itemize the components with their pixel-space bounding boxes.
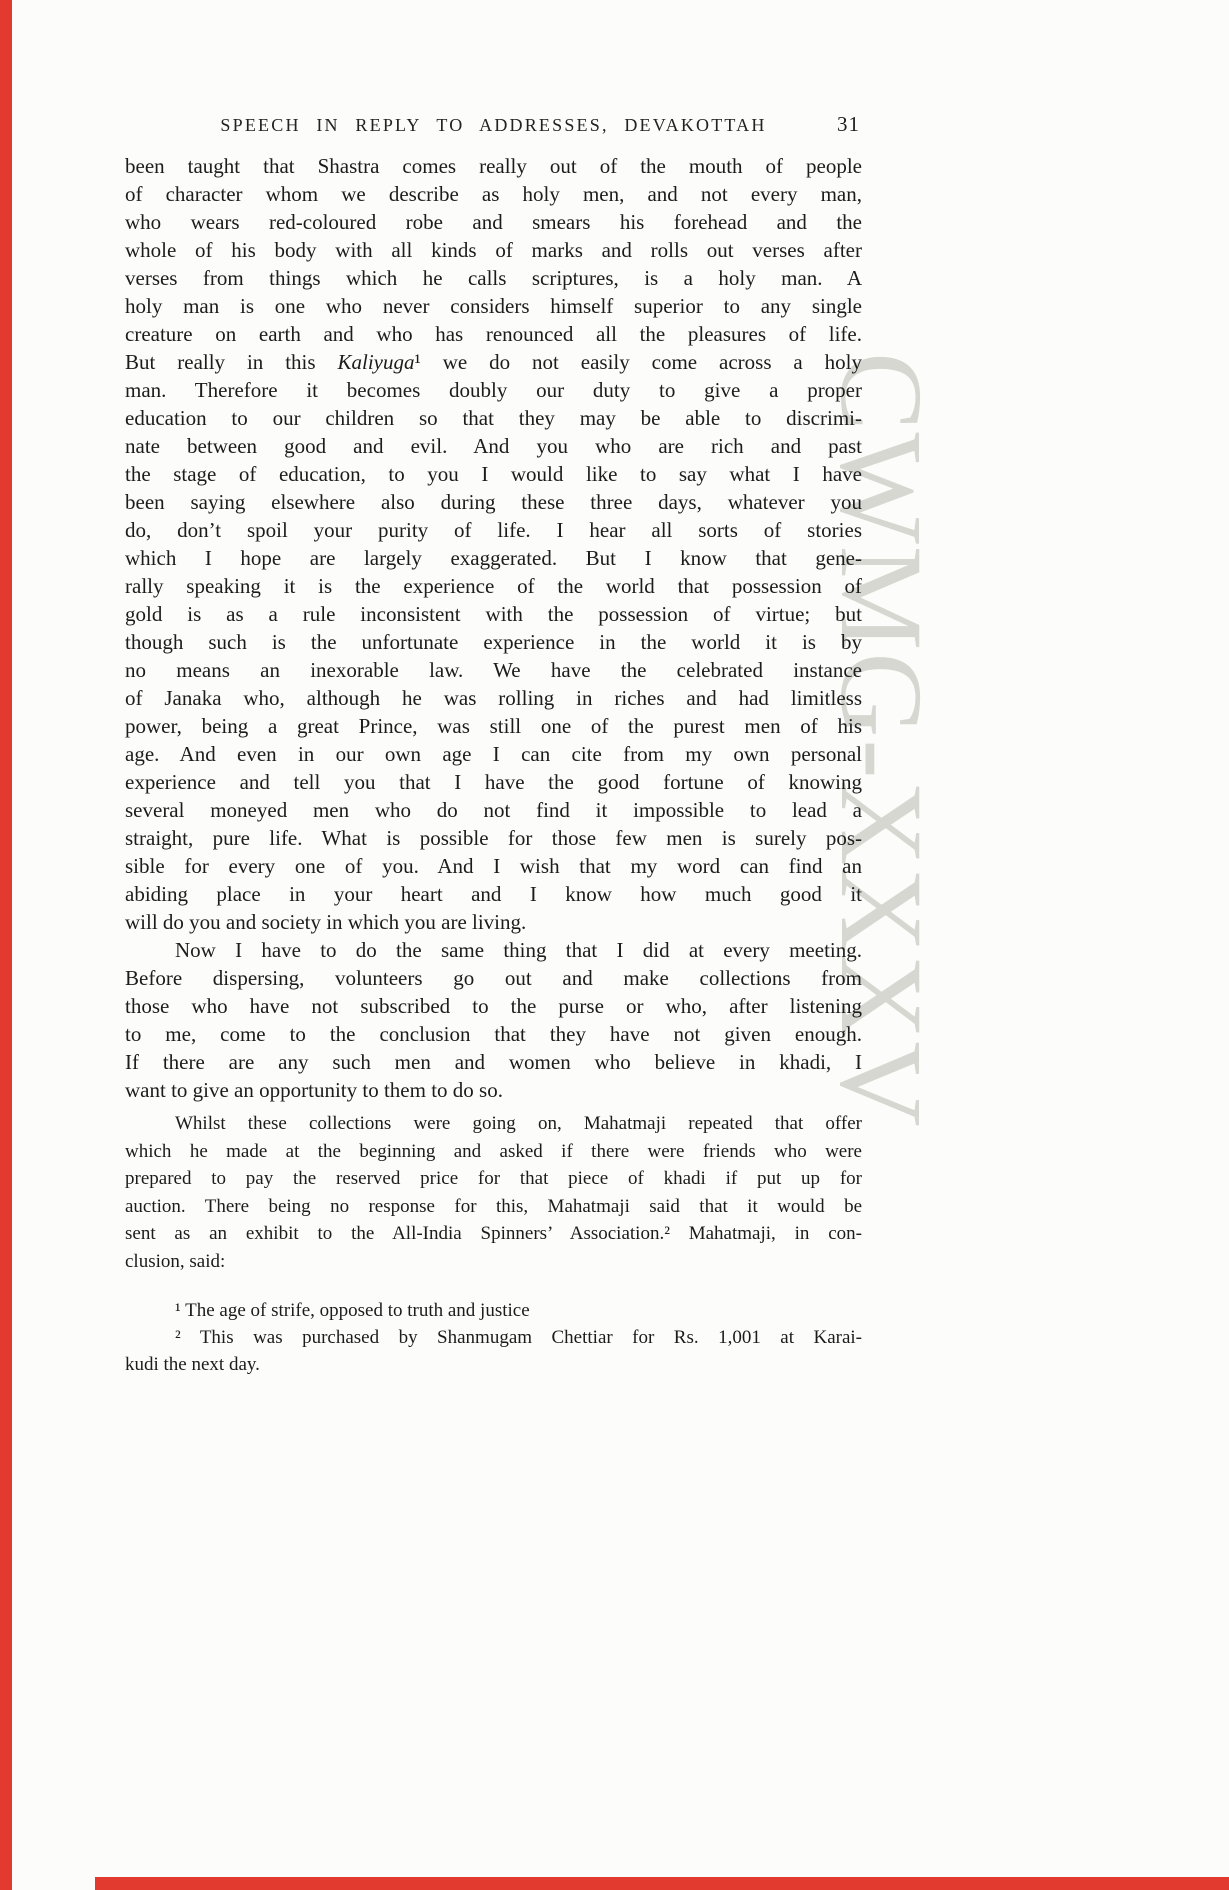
volume-watermark: CWMG-XXXV bbox=[816, 352, 947, 1129]
text-line: no means an inexorable law. We have the celebrated instance bbox=[125, 658, 862, 682]
text-line: of Janaka who, although he was rolling in riches and had limitless bbox=[125, 686, 862, 710]
text-line: do, don’t spoil your purity of life. I hear all sorts of stories bbox=[125, 518, 862, 542]
text-line: several moneyed men who do not find it impossible to lead a bbox=[125, 798, 862, 822]
text-line: to me, come to the conclusion that they have not given enough. bbox=[125, 1022, 862, 1046]
text-line: whole of his body with all kinds of marks and rolls out verses after bbox=[125, 238, 862, 262]
text-line: want to give an opportunity to them to do so. bbox=[125, 1078, 503, 1102]
body-paragraph-1 bbox=[125, 152, 862, 936]
text-line: If there are any such men and women who believe in khadi, I bbox=[125, 1050, 862, 1074]
text-line: verses from things which he calls scriptures, is a holy man. A bbox=[125, 266, 862, 290]
text-line: will do you and society in which you are living. bbox=[125, 910, 527, 934]
text-line: been taught that Shastra comes really out of the mouth of people bbox=[125, 154, 862, 178]
text-line: kudi the next day. bbox=[125, 1354, 260, 1375]
text-line: power, being a great Prince, was still one of the purest men of his bbox=[125, 714, 862, 738]
text-line: which he made at the beginning and asked if there were friends who were bbox=[125, 1140, 862, 1162]
text-line: abiding place in your heart and I know how much good it bbox=[125, 882, 862, 906]
page-content bbox=[125, 112, 862, 1378]
text-line: ² This was purchased by Shanmugam Chettiar for Rs. 1,001 at Karai- bbox=[175, 1327, 862, 1348]
footnote-2 bbox=[125, 1324, 862, 1378]
text-line: sent as an exhibit to the All-India Spinners’ Association.² Mahatmaji, in con- bbox=[125, 1223, 862, 1244]
text-line: Whilst these collections were going on, Mahatmaji repeated that offer bbox=[175, 1113, 862, 1134]
text-line: education to our children so that they may be able to discrimi- bbox=[125, 406, 862, 430]
text-line: gold is as a rule inconsistent with the possession of virtue; but bbox=[125, 602, 862, 626]
text-line: creature on earth and who has renounced all the pleasures of life. bbox=[125, 322, 862, 346]
text-line: of character whom we describe as holy men, and not every man, bbox=[125, 182, 862, 206]
text-line: Before dispersing, volunteers go out and make collections from bbox=[125, 966, 862, 990]
text-line: experience and tell you that I have the good fortune of knowing bbox=[125, 770, 862, 794]
text-line: But really in this Kaliyuga¹ we do not easily come across a holy bbox=[125, 350, 862, 374]
text-line: holy man is one who never considers himself superior to any single bbox=[125, 294, 862, 318]
footnote-1 bbox=[125, 1297, 862, 1324]
text-line: ¹ The age of strife, opposed to truth and justice bbox=[175, 1300, 530, 1321]
text-line: clusion, said: bbox=[125, 1250, 226, 1272]
text-line: though such is the unfortunate experience in the world it is by bbox=[125, 630, 862, 654]
text-line: age. And even in our own age I can cite from my own personal bbox=[125, 742, 862, 766]
text-line: prepared to pay the reserved price for that piece of khadi if put up for bbox=[125, 1168, 862, 1189]
text-line: nate between good and evil. And you who are rich and past bbox=[125, 434, 862, 458]
body-content bbox=[125, 152, 862, 1275]
body-paragraph-2 bbox=[125, 936, 862, 1104]
page-header bbox=[125, 112, 862, 152]
report-paragraph bbox=[125, 1110, 862, 1275]
text-line: Now I have to do the same thing that I did at every meeting. bbox=[175, 938, 862, 962]
text-line: rally speaking it is the experience of the world that possession of bbox=[125, 574, 862, 598]
text-line: those who have not subscribed to the purse or who, after listening bbox=[125, 994, 862, 1018]
running-title: SPEECH IN REPLY TO ADDRESSES, DEVAKOTTAH bbox=[220, 115, 767, 135]
text-line: been saying elsewhere also during these three days, whatever you bbox=[125, 490, 862, 514]
text-line: man. Therefore it becomes doubly our duty to give a proper bbox=[125, 378, 862, 402]
footnotes bbox=[125, 1297, 862, 1378]
text-line: straight, pure life. What is possible for those few men is surely pos- bbox=[125, 826, 862, 850]
text-line: the stage of education, to you I would like to say what I have bbox=[125, 462, 862, 486]
left-edge-red-stripe bbox=[0, 0, 12, 1890]
page-number: 31 bbox=[837, 112, 860, 136]
text-line: who wears red-coloured robe and smears his forehead and the bbox=[125, 210, 862, 234]
text-line: which I hope are largely exaggerated. But I know that gene- bbox=[125, 546, 862, 570]
text-line: auction. There being no response for this, Mahatmaji said that it would be bbox=[125, 1195, 862, 1217]
text-line: sible for every one of you. And I wish that my word can find an bbox=[125, 854, 862, 878]
bottom-edge-red-bar bbox=[95, 1877, 1229, 1890]
